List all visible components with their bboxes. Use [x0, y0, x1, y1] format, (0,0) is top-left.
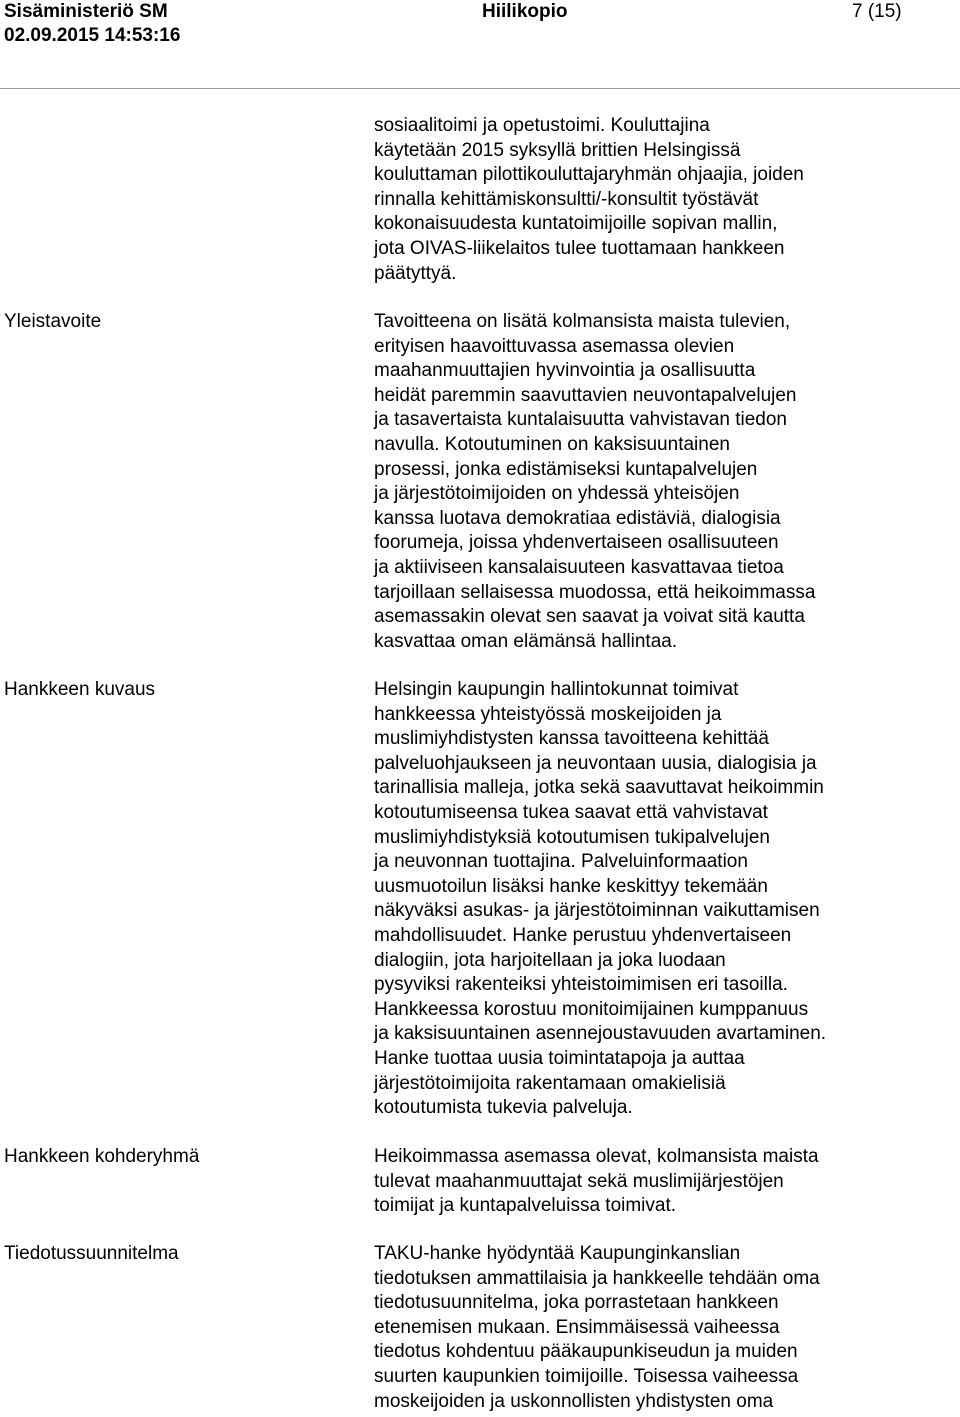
text-line: järjestötoimijoita rakentamaan omakielisiä	[374, 1072, 726, 1094]
text-line: kouluttaman pilottikouluttajaryhmän ohjaajia, joiden	[374, 164, 804, 186]
text-line: moskeijoiden ja uskonnollisten yhdistysten oma	[374, 1390, 774, 1412]
text-line: Tavoitteena on lisätä kolmansista maista tulevien,	[374, 311, 791, 332]
label-hankkeen-kuvaus: Hankkeen kuvaus	[4, 679, 156, 700]
text-line: tarjoillaan sellaisessa muodossa, että heikoimmassa	[374, 581, 816, 603]
text-line: muslimiyhdistyksiä kotoutumisen tukipalvelujen	[374, 826, 771, 848]
text-line: sosiaalitoimi ja opetustoimi. Kouluttajina	[374, 115, 710, 136]
text-line: ja järjestötoimijoiden on yhdessä yhteisöjen	[374, 483, 740, 505]
text-line: kokonaisuudesta kuntatoimijoille sopivan mallin,	[374, 213, 778, 235]
text-line: etenemisen mukaan. Ensimmäisessä vaiheessa	[374, 1316, 780, 1338]
header-divider	[0, 88, 960, 89]
text-line: hankkeessa yhteistyössä moskeijoiden ja	[374, 703, 722, 725]
text-line: käytetään 2015 syksyllä brittien Helsingissä	[374, 139, 741, 161]
text-line: kanssa luotava demokratiaa edistäviä, dialogisia	[374, 507, 781, 529]
label-hankkeen-kohderyhma: Hankkeen kohderyhmä	[4, 1146, 200, 1167]
paragraph-yleistavoite	[374, 310, 960, 654]
text-line: ja tasavertaista kuntalaisuutta vahvistavan tiedon	[374, 409, 787, 431]
text-line: Hanke tuottaa uusia toimintatapoja ja auttaa	[374, 1047, 745, 1069]
text-line: tiedotusuunnitelma, joka porrastetaan hankkeen	[374, 1292, 779, 1314]
text-line: ja aktiiviseen kansalaisuuteen kasvattavaa tietoa	[374, 556, 784, 578]
paragraph-kohderyhma	[374, 1145, 960, 1219]
document-status: Hiilikopio	[482, 1, 568, 22]
paragraph-hankkeen-kuvaus	[374, 678, 960, 1121]
text-line: muslimiyhdistysten kanssa tavoitteena kehittää	[374, 728, 769, 750]
organization-name: Sisäministeriö SM	[4, 1, 168, 22]
text-line: pysyviksi rakenteiksi yhteistoimimisen eri tasoilla.	[374, 974, 788, 996]
text-line: Helsingin kaupungin hallintokunnat toimivat	[374, 679, 739, 700]
text-line: dialogiin, jota harjoitellaan ja joka luodaan	[374, 949, 726, 971]
text-line: Hankkeessa korostuu monitoimijainen kumppanuus	[374, 998, 809, 1020]
text-line: prosessi, jonka edistämiseksi kuntapalvelujen	[374, 458, 758, 480]
page-header	[0, 0, 960, 92]
text-line: tarinallisia malleja, jotka sekä saavuttavat heikoimmin	[374, 777, 824, 799]
text-line: asemassakin olevat sen saavat ja voivat sitä kautta	[374, 606, 805, 628]
text-line: mahdollisuudet. Hanke perustuu yhdenvertaiseen	[374, 924, 792, 946]
text-line: kotoutumiseensa tukea saavat että vahvistavat	[374, 801, 768, 823]
label-tiedotussuunnitelma: Tiedotussuunnitelma	[4, 1243, 179, 1264]
text-line: päätyttyä.	[374, 262, 457, 284]
text-line: rinnalla kehittämiskonsultti/-konsultit työstävät	[374, 188, 759, 210]
text-line: tiedotuksen ammattilaisia ja hankkeelle tehdään oma	[374, 1267, 820, 1289]
text-line: navulla. Kotoutuminen on kaksisuuntainen	[374, 433, 730, 455]
paragraph-tiedotussuunnitelma	[374, 1242, 960, 1414]
text-line: ja kaksisuuntainen asennejoustavuuden avartaminen.	[374, 1023, 827, 1045]
text-line: jota OIVAS-liikelaitos tulee tuottamaan hankkeen	[374, 237, 785, 259]
text-line: palveluohjaukseen ja neuvontaan uusia, dialogisia ja	[374, 752, 817, 774]
text-line: kotoutumista tukevia palveluja.	[374, 1097, 633, 1119]
paragraph-koulutus-continuation	[374, 114, 960, 286]
text-line: näkyväksi asukas- ja järjestötoiminnan vaikuttamisen	[374, 900, 820, 922]
text-line: uusmuotoilun lisäksi hanke keskittyy tekemään	[374, 875, 768, 897]
text-line: kasvattaa oman elämänsä hallintaa.	[374, 630, 678, 652]
text-line: tulevat maahanmuuttajat sekä muslimijärjestöjen	[374, 1170, 784, 1192]
text-line: tiedotus kohdentuu pääkaupunkiseudun ja muiden	[374, 1341, 798, 1363]
text-line: ja neuvonnan tuottajina. Palveluinformaation	[374, 851, 748, 873]
page-number: 7 (15)	[852, 1, 902, 22]
label-yleistavoite: Yleistavoite	[4, 311, 102, 332]
text-line: Heikoimmassa asemassa olevat, kolmansista maista	[374, 1146, 819, 1167]
text-line: TAKU-hanke hyödyntää Kaupunginkanslian	[374, 1243, 741, 1264]
text-line: erityisen haavoittuvassa asemassa olevien	[374, 335, 735, 357]
document-datetime: 02.09.2015 14:53:16	[4, 25, 181, 46]
text-line: toimijat ja kuntapalveluissa toimivat.	[374, 1195, 677, 1217]
text-line: foorumeja, joissa yhdenvertaiseen osallisuuteen	[374, 532, 779, 554]
text-line: suurten kaupunkien toimijoille. Toisessa vaiheessa	[374, 1365, 799, 1387]
text-line: maahanmuuttajien hyvinvointia ja osallisuutta	[374, 360, 756, 382]
text-line: heidät paremmin saavuttavien neuvontapalvelujen	[374, 384, 797, 406]
